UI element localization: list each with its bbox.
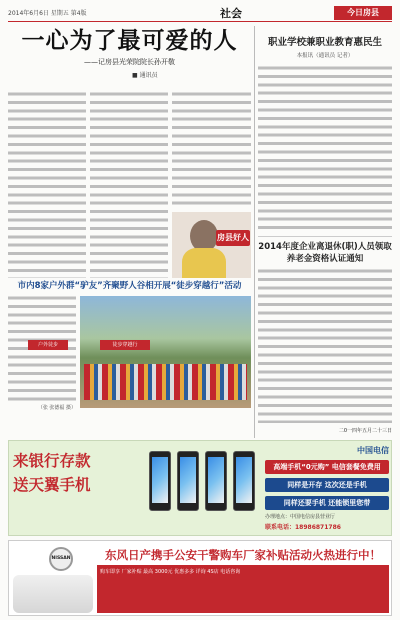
right-subtitle: 本报讯（通讯员 记者） — [296, 53, 354, 59]
car-image — [13, 575, 93, 613]
hikers-group-photo — [80, 296, 251, 408]
crowd — [84, 364, 247, 400]
photo-tag: 房县好人 — [216, 230, 250, 246]
ad-offer-panel — [265, 445, 389, 531]
offer-highlight-1: 高端手机“0元购” 电信套餐免费用 — [265, 460, 389, 474]
right-column — [258, 26, 392, 438]
lead-byline: ■ 通讯员 — [132, 72, 158, 79]
offer-highlight-3: 同样还要手机 还能锁里您带 — [265, 496, 389, 510]
right-headline: 职业学校兼职业教育惠民生 — [267, 37, 382, 48]
page-header — [8, 4, 392, 22]
lead-headline: 一心为了最可爱的人 — [21, 27, 238, 54]
column-divider — [254, 26, 255, 438]
ad-slogan — [13, 449, 139, 497]
newspaper-logo: 今日房县 — [334, 6, 392, 20]
phone-lineup — [149, 447, 259, 529]
ad2-price-strip: 购车即享 厂家补贴 最高 3000元 优惠多多 详询 4S店 电话咨询 — [97, 565, 389, 613]
photo-credit: （张 张德福 摄） — [37, 405, 76, 411]
telecom-advertisement — [8, 440, 392, 536]
phone-image — [205, 451, 227, 511]
ad-slogan-line2: 送天翼手机 — [13, 475, 91, 494]
issue-date: 2014年6月6日 星期五 第4版 — [8, 10, 87, 17]
lead-subhead: ——记房县光荣院院长孙开敬 — [84, 58, 175, 66]
lead-column-2 — [90, 90, 168, 278]
nissan-advertisement — [8, 540, 392, 616]
phone-image — [233, 451, 255, 511]
photo-banner-left: 户外徒步 — [28, 340, 68, 350]
right-body-text — [258, 64, 392, 232]
lead-article — [8, 26, 251, 278]
phone-image — [149, 451, 171, 511]
ad2-headline: 东风日产携手公安干警购车厂家补贴活动火热进行中！ — [105, 548, 381, 562]
ad-address: 办理地点：中国电信房县营业厅 — [265, 514, 336, 520]
photo-banner-right: 徒步穿越行 — [100, 340, 150, 350]
lead-photo — [172, 212, 251, 278]
lead-column-1 — [8, 90, 86, 278]
telecom-brand: 中国电信 — [357, 446, 389, 455]
section-title: 社会 — [220, 6, 242, 20]
ad-phone: 联系电话：18986871786 — [265, 524, 341, 531]
offer-highlight-2: 同样是开存 这次还是手机 — [265, 478, 389, 492]
phone-image — [177, 451, 199, 511]
notice-title: 2014年度企业离退休(职)人员领取养老金资格认证通知 — [258, 242, 392, 264]
notice-box — [258, 236, 392, 436]
notice-body-text — [258, 267, 392, 423]
notice-date: 二0一四年五月二十三日 — [338, 428, 392, 434]
nissan-logo: NISSAN — [49, 547, 73, 571]
lead-column-3 — [172, 90, 251, 210]
portrait-body — [182, 248, 226, 278]
middle-headline: 市内8家户外群“驴友”齐聚野人谷相开展“徒步穿越行”活动 — [17, 281, 242, 291]
lead-body — [8, 90, 251, 278]
ad-slogan-line1: 来银行存款 — [13, 451, 91, 470]
